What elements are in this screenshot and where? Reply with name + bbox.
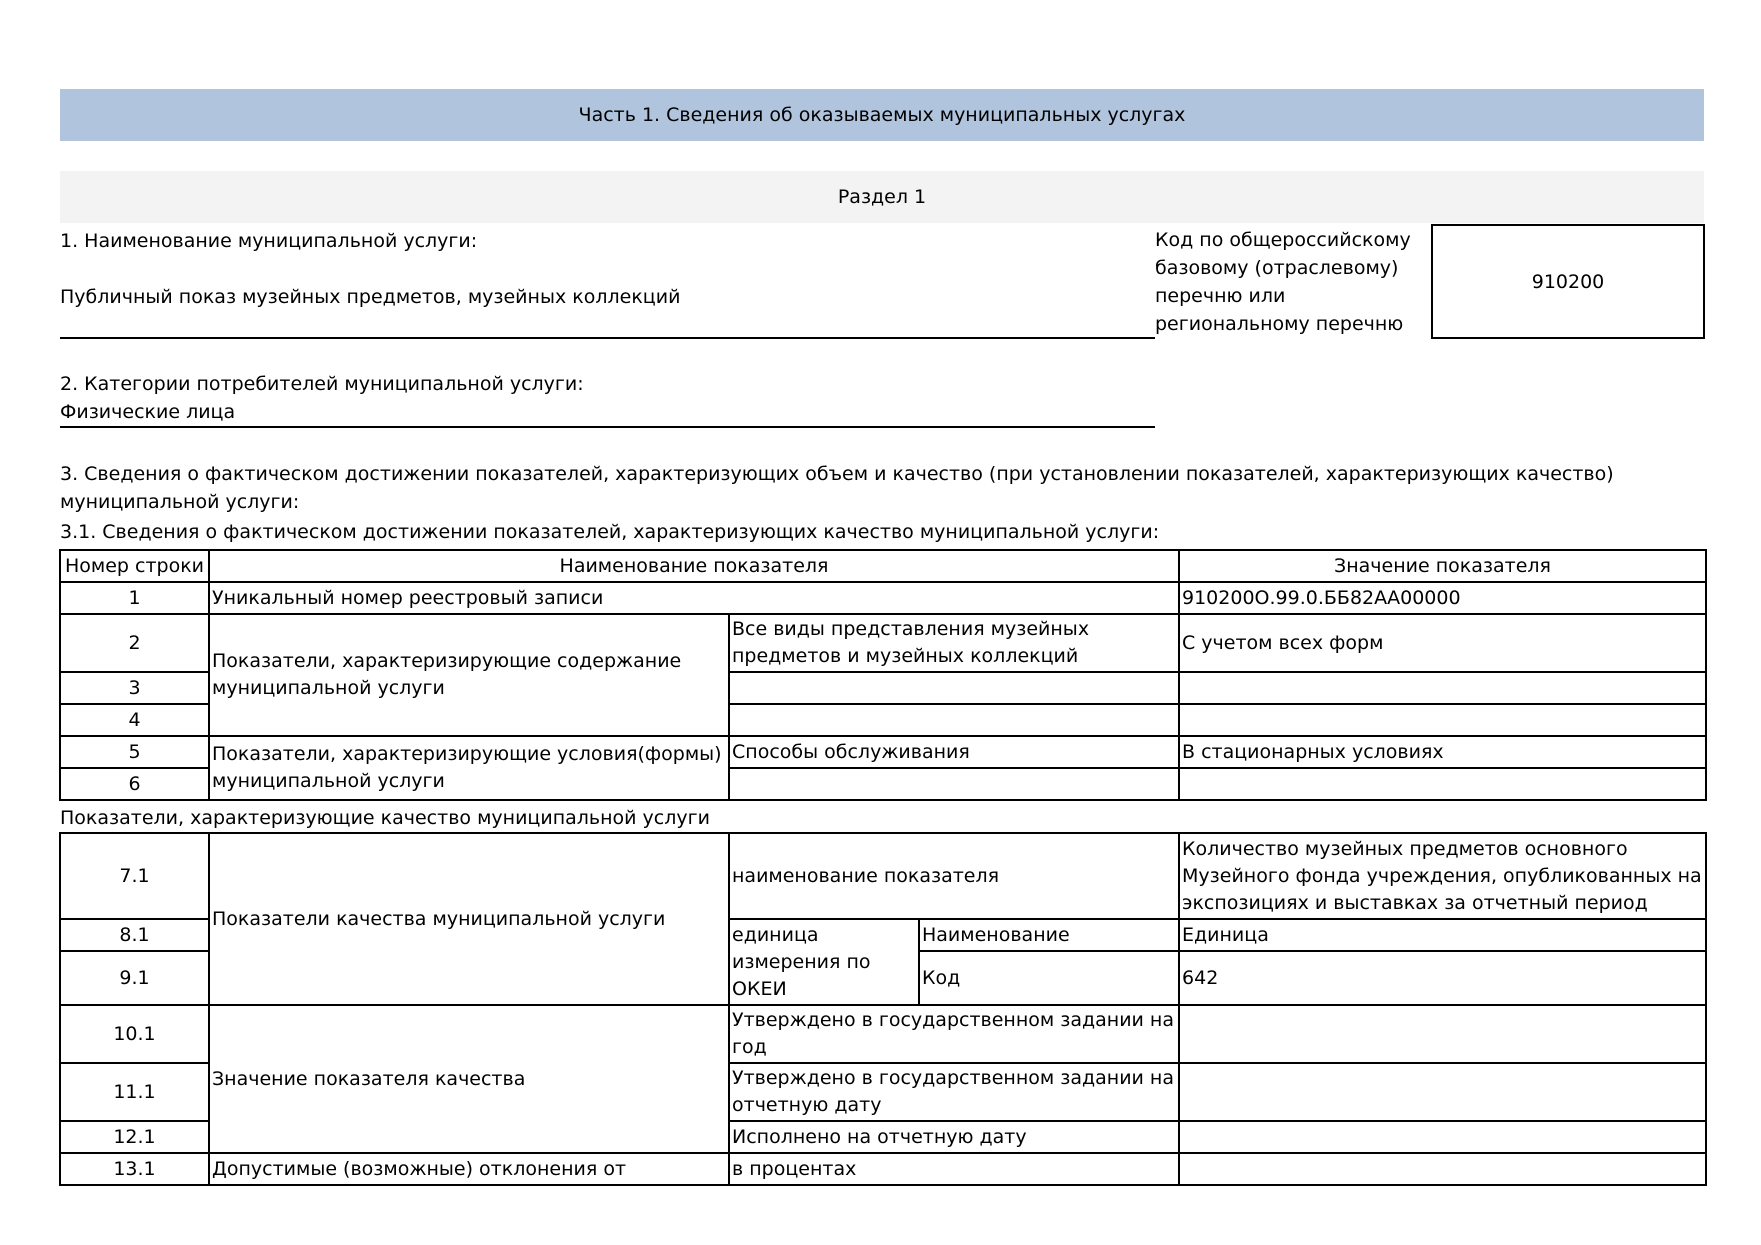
consumers-label: 2. Категории потребителей муниципальной услуги: [60, 373, 584, 395]
okei-unit-label: единица измерения по ОКЕИ [729, 919, 919, 1005]
indicator-subname: Способы обслуживания [729, 736, 1179, 768]
unit-code-label: Код [919, 951, 1179, 1005]
registry-number-label: Уникальный номер реестровый записи [209, 582, 1179, 614]
table-row [60, 1153, 1706, 1185]
part-header [60, 89, 1704, 141]
table-row [60, 1005, 1706, 1063]
quality-value-group: Значение показателя качества [209, 1005, 729, 1153]
indicator-subname: Утверждено в государственном задании на год [729, 1005, 1179, 1063]
indicator-value: С учетом всех форм [1179, 614, 1706, 672]
row-number: 12.1 [60, 1121, 209, 1153]
deviation-label: Допустимые (возможные) отклонения от [209, 1153, 729, 1185]
service-name-label: 1. Наименование муниципальной услуги: [60, 230, 478, 252]
indicator-subname: Исполнено на отчетную дату [729, 1121, 1179, 1153]
consumers-value: Физические лица [60, 401, 236, 423]
indicator-value: В стационарных условиях [1179, 736, 1706, 768]
row-number: 7.1 [60, 833, 209, 919]
row-number: 5 [60, 736, 209, 768]
indicator-subname: в процентах [729, 1153, 1179, 1185]
row-number: 4 [60, 704, 209, 736]
indicator-subname [729, 704, 1179, 736]
basic-list-code-label: Код по общероссийскому базовому (отраслевому) перечню или региональному перечню [1155, 229, 1411, 335]
indicator-value: Количество музейных предметов основного Музейного фонда учреждения, опубликованных на экспозициях и выставках за отчетный период [1179, 833, 1706, 919]
indicator-value [1179, 704, 1706, 736]
row-number: 9.1 [60, 951, 209, 1005]
table-row [60, 614, 1706, 672]
unit-name-value: Единица [1179, 919, 1706, 951]
unit-code-value: 642 [1179, 951, 1706, 1005]
indicator-value [1179, 1063, 1706, 1121]
row-number: 2 [60, 614, 209, 672]
unit-name-label: Наименование [919, 919, 1179, 951]
section-header [60, 171, 1704, 223]
indicators-table [59, 549, 1707, 801]
part-title: Часть 1. Сведения об оказываемых муниципальных услугах [578, 104, 1186, 126]
conditions-indicators-group: Показатели, характеризирующие условия(формы) муниципальной услуги [209, 736, 729, 800]
service-name-underline [60, 337, 1155, 339]
indicator-subname: Утверждено в государственном задании на отчетную дату [729, 1063, 1179, 1121]
registry-number-value: 910200О.99.0.ББ82АА00000 [1179, 582, 1706, 614]
indicator-value [1179, 768, 1706, 800]
indicator-subname: наименование показателя [729, 833, 1179, 919]
section3-heading-line2: муниципальной услуги: [60, 491, 300, 513]
indicator-subname [729, 672, 1179, 704]
table-row [60, 736, 1706, 768]
row-number: 6 [60, 768, 209, 800]
basic-list-code-box [1431, 224, 1705, 339]
indicator-subname: Все виды представления музейных предметов и музейных коллекций [729, 614, 1179, 672]
row-number: 8.1 [60, 919, 209, 951]
header-indicator-name: Наименование показателя [209, 550, 1179, 582]
indicator-value [1179, 1121, 1706, 1153]
table-header-row [60, 550, 1706, 582]
table-row [60, 582, 1706, 614]
indicator-subname [729, 768, 1179, 800]
row-number: 1 [60, 582, 209, 614]
row-number: 13.1 [60, 1153, 209, 1185]
section3-heading-line1: 3. Сведения о фактическом достижении показателей, характеризующих объем и качество (при установлении показателей, характеризующих качество) [60, 463, 1614, 485]
section3-subheading: 3.1. Сведения о фактическом достижении показателей, характеризующих качество муниципальной услуги: [60, 521, 1160, 543]
quality-table [59, 832, 1707, 1186]
indicator-value [1179, 1153, 1706, 1185]
quality-caption: Показатели, характеризующие качество муниципальной услуги [60, 807, 710, 829]
section-title: Раздел 1 [837, 186, 927, 208]
basic-list-code-value: 910200 [1531, 270, 1605, 293]
service-name-value: Публичный показ музейных предметов, музейных коллекций [60, 286, 681, 308]
row-number: 11.1 [60, 1063, 209, 1121]
table-row [60, 833, 1706, 919]
row-number: 10.1 [60, 1005, 209, 1063]
indicator-value [1179, 672, 1706, 704]
quality-indicators-group: Показатели качества муниципальной услуги [209, 833, 729, 1005]
header-indicator-value: Значение показателя [1179, 550, 1706, 582]
content-indicators-group: Показатели, характеризирующие содержание муниципальной услуги [209, 614, 729, 736]
header-row-number: Номер строки [60, 550, 209, 582]
indicator-value [1179, 1005, 1706, 1063]
consumers-underline [60, 426, 1155, 428]
row-number: 3 [60, 672, 209, 704]
